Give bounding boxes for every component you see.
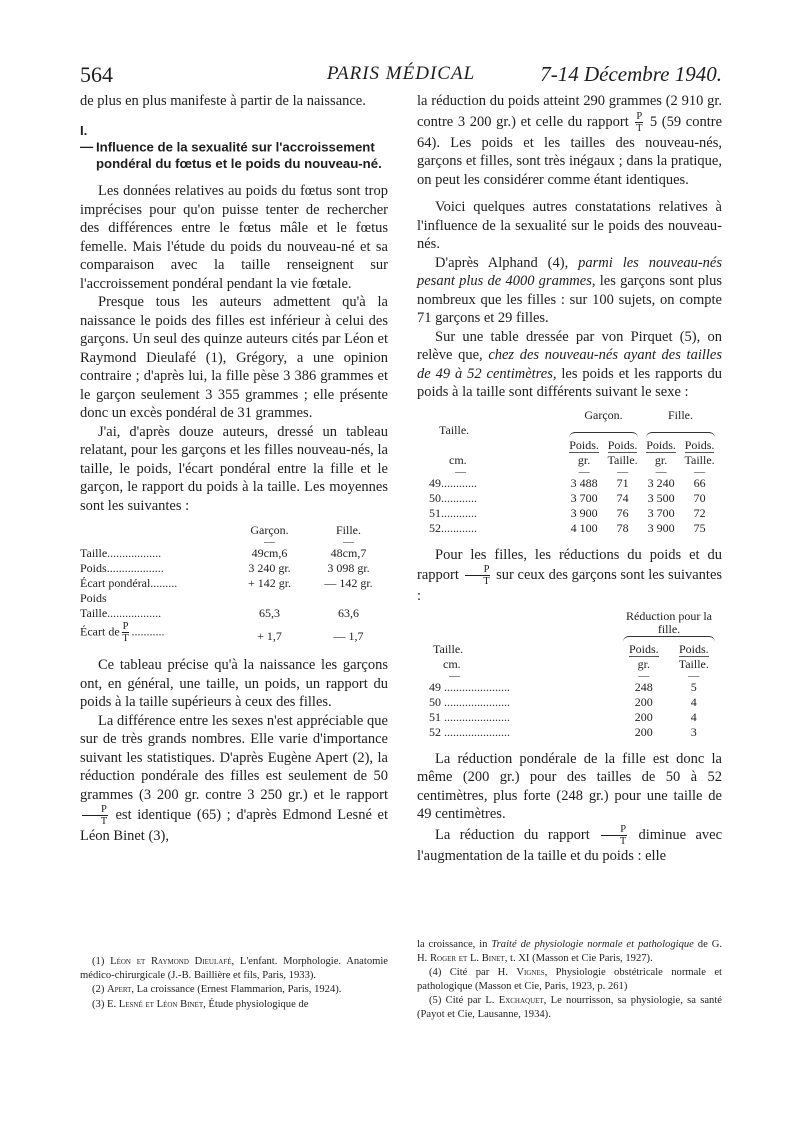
- paragraph: Ce tableau précise qu'à la naissance les garçons ont, en général, une taille, un poids, un rapport du poids à la taille supérieurs à ceux des filles.: [80, 657, 388, 710]
- fraction: $\frac{P}{T}$: [122, 621, 129, 644]
- fraction: $\frac{P}{T}$: [601, 824, 627, 847]
- fraction: $\frac{P}{T}$: [636, 110, 643, 134]
- fraction: $\frac{P}{T}$: [82, 804, 108, 827]
- paragraph: de plus en plus manifeste à partir de la naissance.: [80, 93, 366, 109]
- table-row: 52 ...................... 200 3: [429, 724, 697, 739]
- table-row: Poids................... 3 240 gr. 3 098 gr.: [80, 561, 370, 575]
- pirquet-table: Garçon. Fille. Taille. Poids. Poids. Poids. Poids. cm. gr. Taille. gr. Taille. — — — — — 49............ 3 488 71 3 240 66 50............ 3 700 74 3 500 70 51............ 3 900 76 3 700 72 52............ 4 100 78 3 900 75: [429, 408, 719, 536]
- reduction-table: Réduction pour la fille. Taille. Poids. Poids. cm. gr. Taille. — — — 49 ...................... 248 5 50 ...................... 200 4 51 ...................... 200 4 52 ...................... 200 3: [429, 610, 719, 740]
- column-header: Garçon.: [250, 523, 289, 537]
- column-group-header: Fille.: [667, 407, 693, 422]
- column-header: Taille.: [433, 641, 464, 656]
- averages-table: Garçon. Fille. — — Taille.................. 49cm,6 48cm,7 Poids................... 3 240 gr. 3 098 gr. Écart pondéral......... + 142 gr. — 142 gr. Poids Taille.................. 65,3 63,6 Écart de $\frac{P}{T}$ ........... + 1,7 — 1,7: [80, 523, 388, 644]
- issue-date: 7-14 Décembre 1940.: [540, 62, 722, 86]
- table-row: 49 ...................... 248 5: [429, 679, 697, 694]
- table-row: Taille.................. 49cm,6 48cm,7: [80, 546, 367, 560]
- table-header-row: [429, 408, 719, 423]
- footnote: la croissance, in Traité de physiologie normale et pathologique de G. H. Roger et L. Binet, t. XI (Masson et Cie Paris, 1927).: [417, 939, 722, 964]
- table-row: 52............ 4 100 78 3 900 75: [429, 520, 706, 535]
- column-header: Fille.: [335, 523, 361, 537]
- paragraph: J'ai, d'après douze auteurs, dressé un tableau relatant, pour les garçons et les filles nouveau-nés, la taille, le poids, l'écart pondéral entre la fille et le garçon, le rapport du poids à la taille. Les moyennes sont les suivantes :: [80, 423, 388, 514]
- paragraph: La différence entre les sexes n'est appréciable que sur de très grands nombres. Elle varie d'importance suivant les statistiques. D'après Eugène Apert (2), la réduction pondérale des filles est seulement de 50 grammes (3 200 gr. contre 3 250 gr.) et le rapport $\frac{P}{T}$ est identique (65) ; d'après Edmond Lesné et Léon Binet (3),: [80, 712, 388, 844]
- table-row: Poids Taille.................. 65,3 63,6: [80, 591, 359, 620]
- paragraph: Les données relatives au poids du fœtus sont trop imprécises pour qu'on puisse tenter de rechercher des différences entre le fœtus mâle et le fœtus femelle. Mais l'étude du poids du nouveau-né et sa comparaison avec la taille renseignent sur l'accroissement pondéral pendant la vie fœtale.: [80, 183, 388, 292]
- table-row: 51............ 3 900 76 3 700 72: [429, 505, 706, 520]
- paragraph: Sur une table dressée par von Pirquet (5), on relève que, chez des nouveau-nés ayant des tailles de 49 à 52 centimètres, les poids et les rapports du poids à la taille sont différents suivant le sexe :: [417, 328, 722, 400]
- footnote: (1) Léon et Raymond Dieulafé, L'enfant. Morphologie. Anatomie médico-chirurgicale (J.-B. Baillière et fils, Paris, 1933).: [80, 956, 389, 981]
- footnotes-right: [417, 938, 722, 1023]
- fraction: $\frac{P}{T}$: [465, 564, 491, 587]
- right-column: [417, 92, 722, 865]
- paragraph: la réduction du poids atteint 290 grammes (2 910 gr. contre 3 200 gr.) et celle du rapport $\frac{P}{T}$ 5 (59 contre 64). Les poids et les tailles des nouveau-nés, garçons et filles, sont très inégaux ; dans la pratique, on peut les considérer comme étant identiques.: [417, 93, 723, 188]
- table-row: 50............ 3 700 74 3 500 70: [429, 490, 706, 505]
- table-header-row: [80, 523, 388, 538]
- page-header: [80, 62, 722, 92]
- footnote: (3) E. Lesné et Léon Binet, Étude physiologique de: [92, 998, 309, 1010]
- paragraph: La réduction du rapport $\frac{P}{T}$ diminue avec l'augmentation de la taille et du poids : elle: [417, 823, 723, 864]
- footnotes-left: [80, 955, 388, 1012]
- paragraph: La réduction pondérale de la fille est donc la même (200 gr.) pour des tailles de 50 à 52 centimètres, plus forte (248 gr.) pour une taille de 49 centimètres.: [417, 750, 722, 822]
- table-row: Écart de $\frac{P}{T}$ ........... + 1,7 — 1,7: [80, 621, 364, 644]
- table-row: 50 ...................... 200 4: [429, 694, 697, 709]
- column-group-header: Réduction pour la fille.: [626, 608, 712, 636]
- table-header-row: [429, 610, 719, 636]
- column-group-header: Garçon.: [584, 407, 623, 422]
- footnote: (4) Cité par H. Vignes, Physiologie obstétricale normale et pathologique (Masson et Cie, Paris, 1923, p. 261): [417, 967, 722, 992]
- table-row: Écart pondéral......... + 142 gr. — 142 gr.: [80, 576, 373, 590]
- section-heading: I. — Influence de la sexualité sur l'accroissement pondéral du fœtus et le poids du nouveau-né.: [80, 122, 382, 171]
- paragraph: Pour les filles, les réductions du poids et du rapport $\frac{P}{T}$ sur ceux des garçons sont les suivantes :: [417, 546, 723, 604]
- journal-title: PARIS MÉDICAL: [326, 63, 476, 84]
- paragraph: Voici quelques autres constatations relatives à l'influence de la sexualité sur le poids des nouveau-nés.: [417, 199, 722, 252]
- page-number: 564: [80, 62, 113, 87]
- paragraph: Presque tous les auteurs admettent qu'à la naissance le poids des filles est inférieur à celui des garçons. Un seul des quinze auteurs cités par Léon et Raymond Dieulafé (1), Grégory, a une opinion contraire ; d'après lui, la fille pèse 3 386 grammes et le garçon seulement 3 355 grammes ; elle présente donc un excès pondéral de 31 grammes.: [80, 294, 388, 421]
- table-row: 49............ 3 488 71 3 240 66: [429, 475, 706, 490]
- paragraph: D'après Alphand (4), parmi les nouveau-nés pesant plus de 4000 grammes, les garçons sont plus nombreux que les filles : sur 100 sujets, on compte 71 garçons et 29 filles.: [417, 254, 723, 326]
- footnote: (2) Apert, La croissance (Ernest Flammarion, Paris, 1924).: [92, 984, 342, 996]
- left-column: [80, 92, 388, 846]
- table-row: 51 ...................... 200 4: [429, 709, 697, 724]
- footnote: (5) Cité par L. Exchaquet, Le nourrisson, sa physiologie, sa santé (Payot et Cie, Lausanne, 1934).: [417, 995, 722, 1020]
- column-header: Taille.: [439, 422, 470, 437]
